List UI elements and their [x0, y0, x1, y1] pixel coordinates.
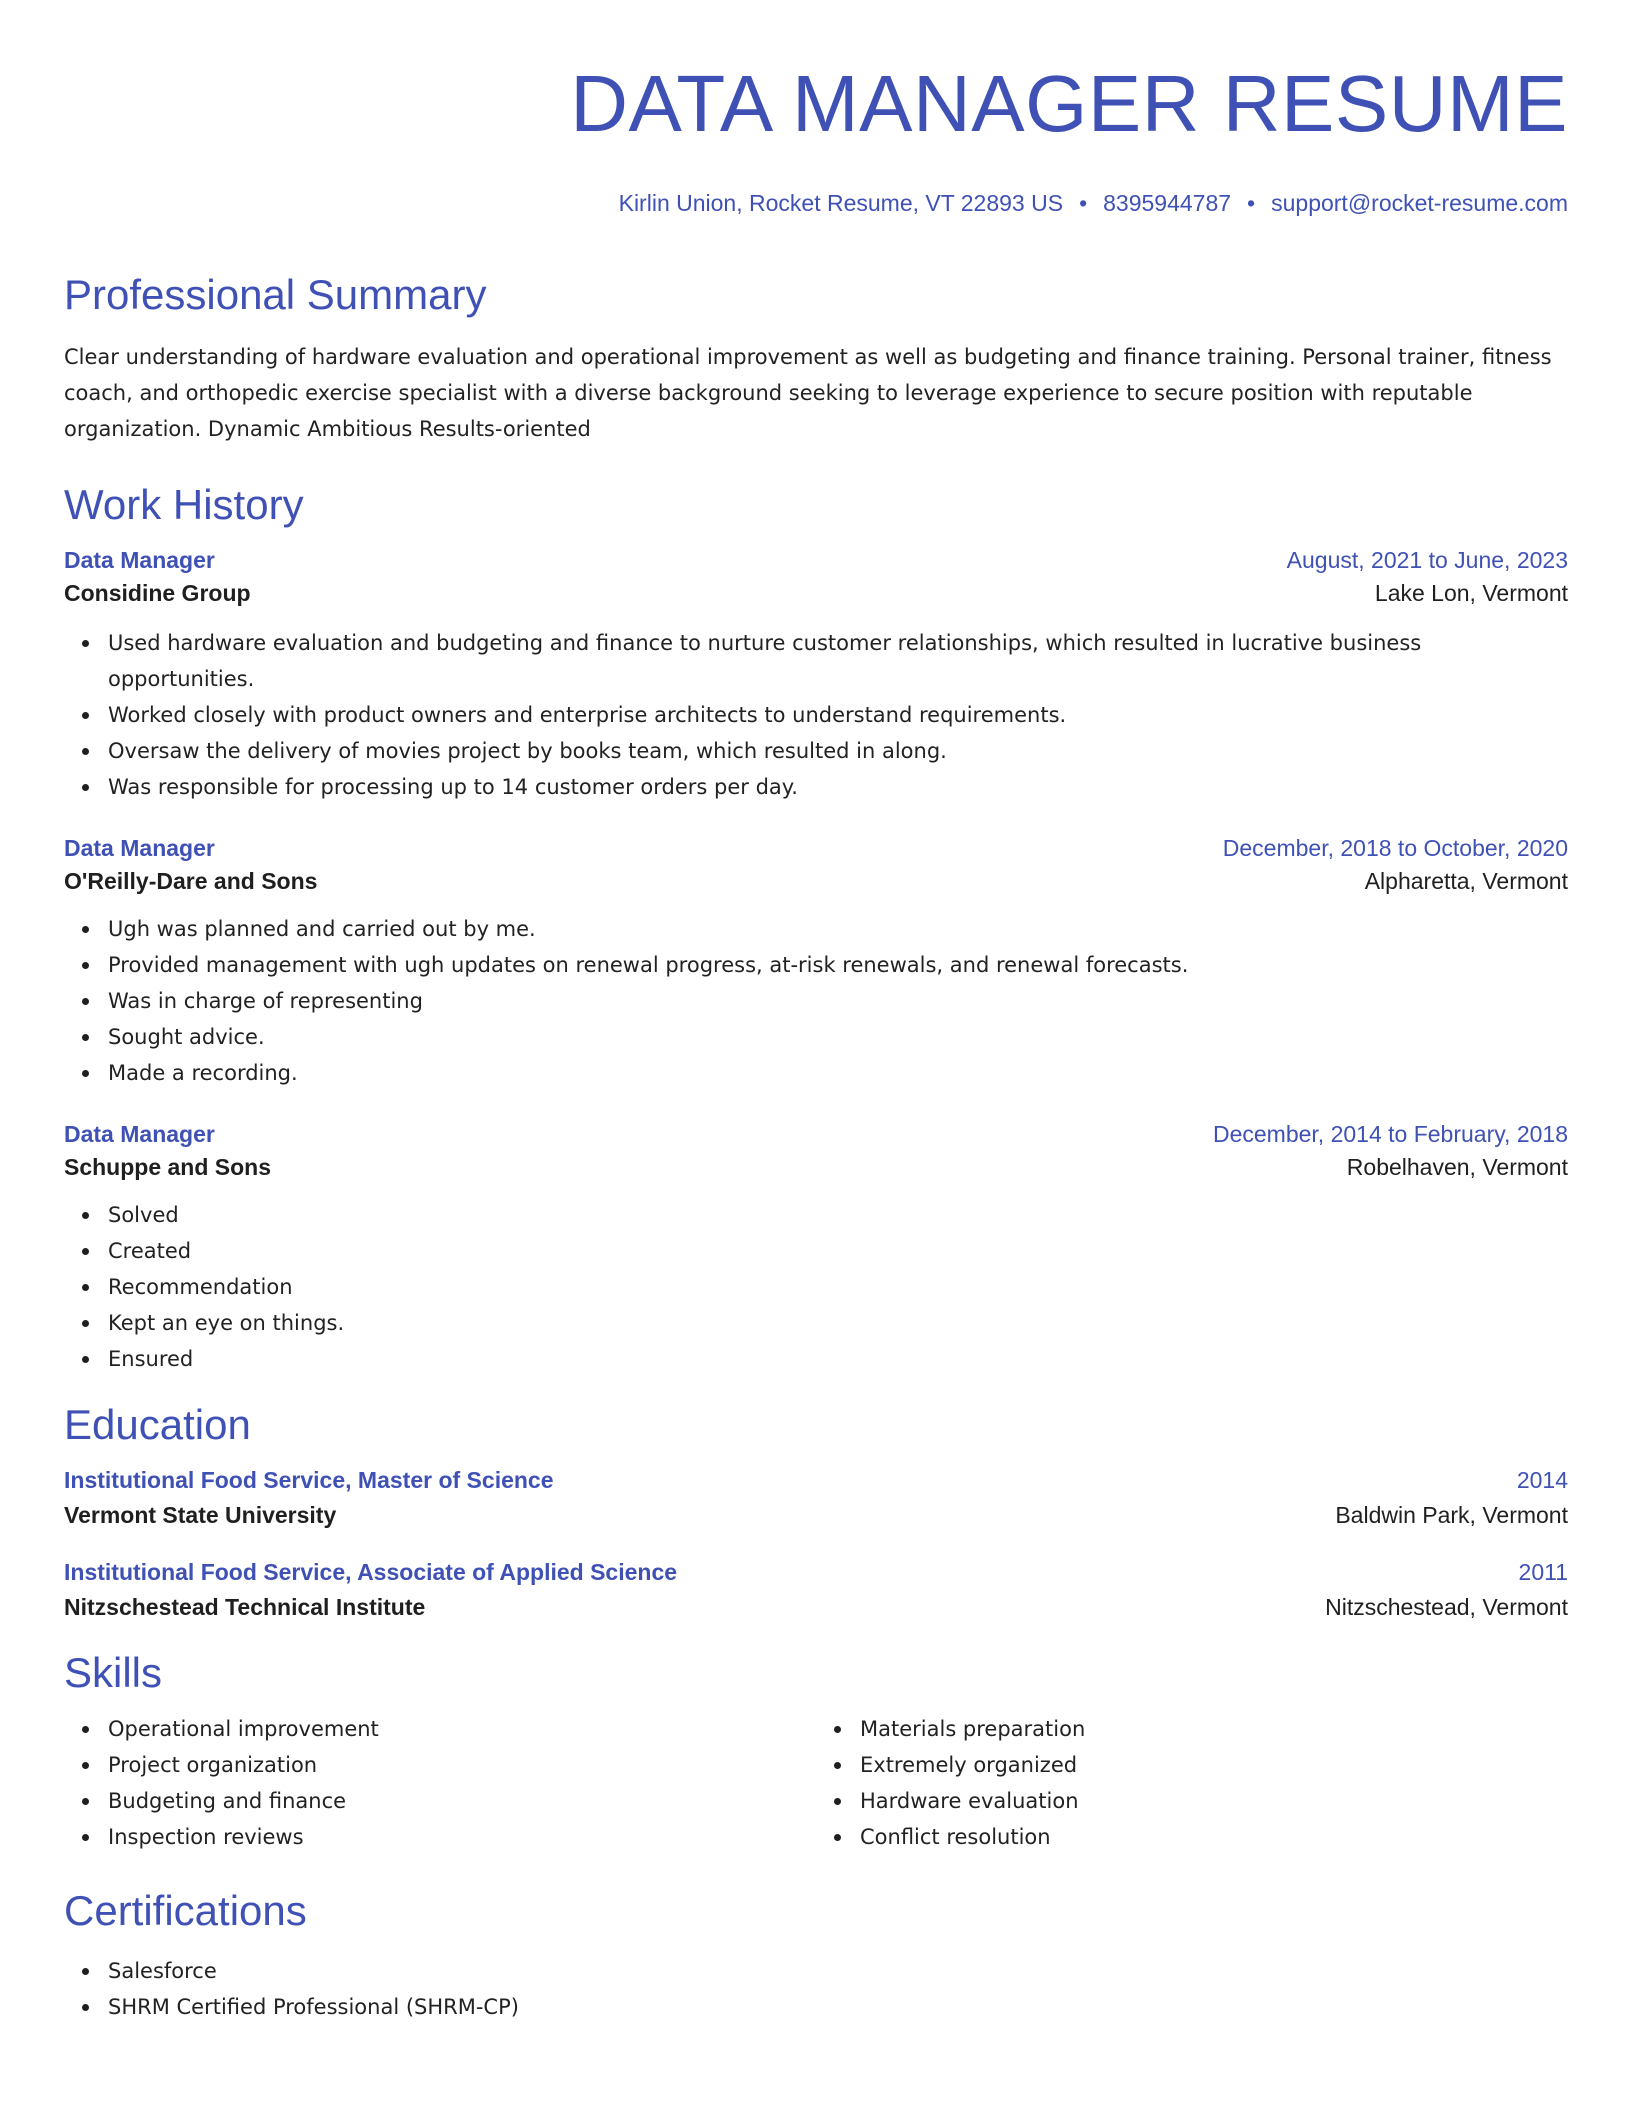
skill-item: Extremely organized — [860, 1747, 1568, 1783]
skill-item: Operational improvement — [108, 1711, 816, 1747]
job-location: Lake Lon, Vermont — [1374, 580, 1568, 606]
summary-heading: Professional Summary — [64, 271, 487, 318]
education-year: 2014 — [1516, 1467, 1568, 1493]
contact-email[interactable]: support@rocket-resume.com — [1271, 190, 1568, 216]
job-company-row — [64, 1154, 1568, 1181]
contact-address: Kirlin Union, Rocket Resume, VT 22893 US — [618, 190, 1064, 216]
list-item: Sought advice. — [108, 1019, 1568, 1055]
list-item: Provided management with ugh updates on renewal progress, at-risk renewals, and renewal forecasts. — [108, 947, 1568, 983]
education-year: 2011 — [1518, 1559, 1568, 1585]
job-company: O'Reilly-Dare and Sons — [64, 868, 318, 894]
education-school-row — [64, 1502, 1568, 1529]
skill-item: Materials preparation — [860, 1711, 1568, 1747]
job-company: Schuppe and Sons — [64, 1154, 272, 1180]
job-title: Data Manager — [64, 547, 215, 573]
contact-phone: 8395944787 — [1103, 190, 1232, 216]
skills-list-left — [64, 1711, 816, 1855]
job-entry — [64, 547, 1568, 805]
education-location: Baldwin Park, Vermont — [1335, 1502, 1568, 1528]
education-heading: Education — [64, 1401, 251, 1448]
list-item: Used hardware evaluation and budgeting and finance to nurture customer relationships, which resulted in lucrative business opportunities. — [108, 625, 1568, 697]
job-dates: August, 2021 to June, 2023 — [1286, 547, 1568, 573]
education-school: Vermont State University — [64, 1502, 337, 1528]
summary-section — [64, 267, 1568, 447]
list-item: Was in charge of representing — [108, 983, 1568, 1019]
job-header-row — [64, 547, 1568, 574]
education-location: Nitzschestead, Vermont — [1325, 1594, 1568, 1620]
skill-item: Project organization — [108, 1747, 816, 1783]
education-header-row — [64, 1467, 1568, 1494]
skill-item: Budgeting and finance — [108, 1783, 816, 1819]
job-bullets — [64, 625, 1568, 805]
certifications-list — [64, 1953, 1568, 2025]
job-company: Considine Group — [64, 580, 251, 606]
skill-item: Conflict resolution — [860, 1819, 1568, 1855]
education-degree: Institutional Food Service, Associate of Applied Science — [64, 1559, 678, 1585]
contact-line — [64, 190, 1568, 217]
list-item: Ensured — [108, 1341, 1568, 1377]
job-header-row — [64, 835, 1568, 862]
job-entry — [64, 835, 1568, 1091]
list-item: Oversaw the delivery of movies project by books team, which resulted in along. — [108, 733, 1568, 769]
job-company-row — [64, 580, 1568, 607]
work-history-heading: Work History — [64, 481, 304, 528]
contact-separator: • — [1079, 190, 1088, 216]
education-school-row — [64, 1594, 1568, 1621]
education-entry — [64, 1467, 1568, 1529]
list-item: Recommendation — [108, 1269, 1568, 1305]
list-item: Solved — [108, 1197, 1568, 1233]
list-item: Created — [108, 1233, 1568, 1269]
job-header-row — [64, 1121, 1568, 1148]
certification-item: SHRM Certified Professional (SHRM-CP) — [108, 1989, 1568, 2025]
contact-separator: • — [1247, 190, 1256, 216]
list-item: Worked closely with product owners and enterprise architects to understand requirements. — [108, 697, 1568, 733]
skill-item: Inspection reviews — [108, 1819, 816, 1855]
job-title: Data Manager — [64, 1121, 215, 1147]
list-item: Kept an eye on things. — [108, 1305, 1568, 1341]
certifications-heading: Certifications — [64, 1887, 307, 1934]
list-item: Made a recording. — [108, 1055, 1568, 1091]
skills-list-right — [816, 1711, 1568, 1855]
job-title: Data Manager — [64, 835, 215, 861]
list-item: Ugh was planned and carried out by me. — [108, 911, 1568, 947]
skills-section — [64, 1645, 1568, 1855]
education-header-row — [64, 1559, 1568, 1586]
education-degree: Institutional Food Service, Master of Science — [64, 1467, 554, 1493]
resume-title: DATA MANAGER RESUME — [570, 59, 1568, 148]
education-section — [64, 1397, 1568, 1621]
job-dates: December, 2014 to February, 2018 — [1212, 1121, 1568, 1147]
skill-item: Hardware evaluation — [860, 1783, 1568, 1819]
job-bullets — [64, 1197, 1568, 1377]
list-item: Was responsible for processing up to 14 customer orders per day. — [108, 769, 1568, 805]
job-bullets — [64, 911, 1568, 1091]
certification-item: Salesforce — [108, 1953, 1568, 1989]
skills-heading: Skills — [64, 1649, 163, 1696]
education-entry — [64, 1559, 1568, 1621]
skills-columns — [64, 1711, 1568, 1855]
job-location: Alpharetta, Vermont — [1364, 868, 1568, 894]
job-company-row — [64, 868, 1568, 895]
work-history-section — [64, 477, 1568, 1377]
job-entry — [64, 1121, 1568, 1377]
job-dates: December, 2018 to October, 2020 — [1222, 835, 1568, 861]
summary-text: Clear understanding of hardware evaluation and operational improvement as well as budgeting and finance training. Personal trainer, fitness coach, and orthopedic exercise specialist with a diverse background seeking to leverage experience to secure position with reputable organization. Dynamic Ambitious Results-oriented — [64, 345, 1552, 441]
certifications-section — [64, 1883, 1568, 2025]
education-school: Nitzschestead Technical Institute — [64, 1594, 426, 1620]
job-location: Robelhaven, Vermont — [1346, 1154, 1568, 1180]
